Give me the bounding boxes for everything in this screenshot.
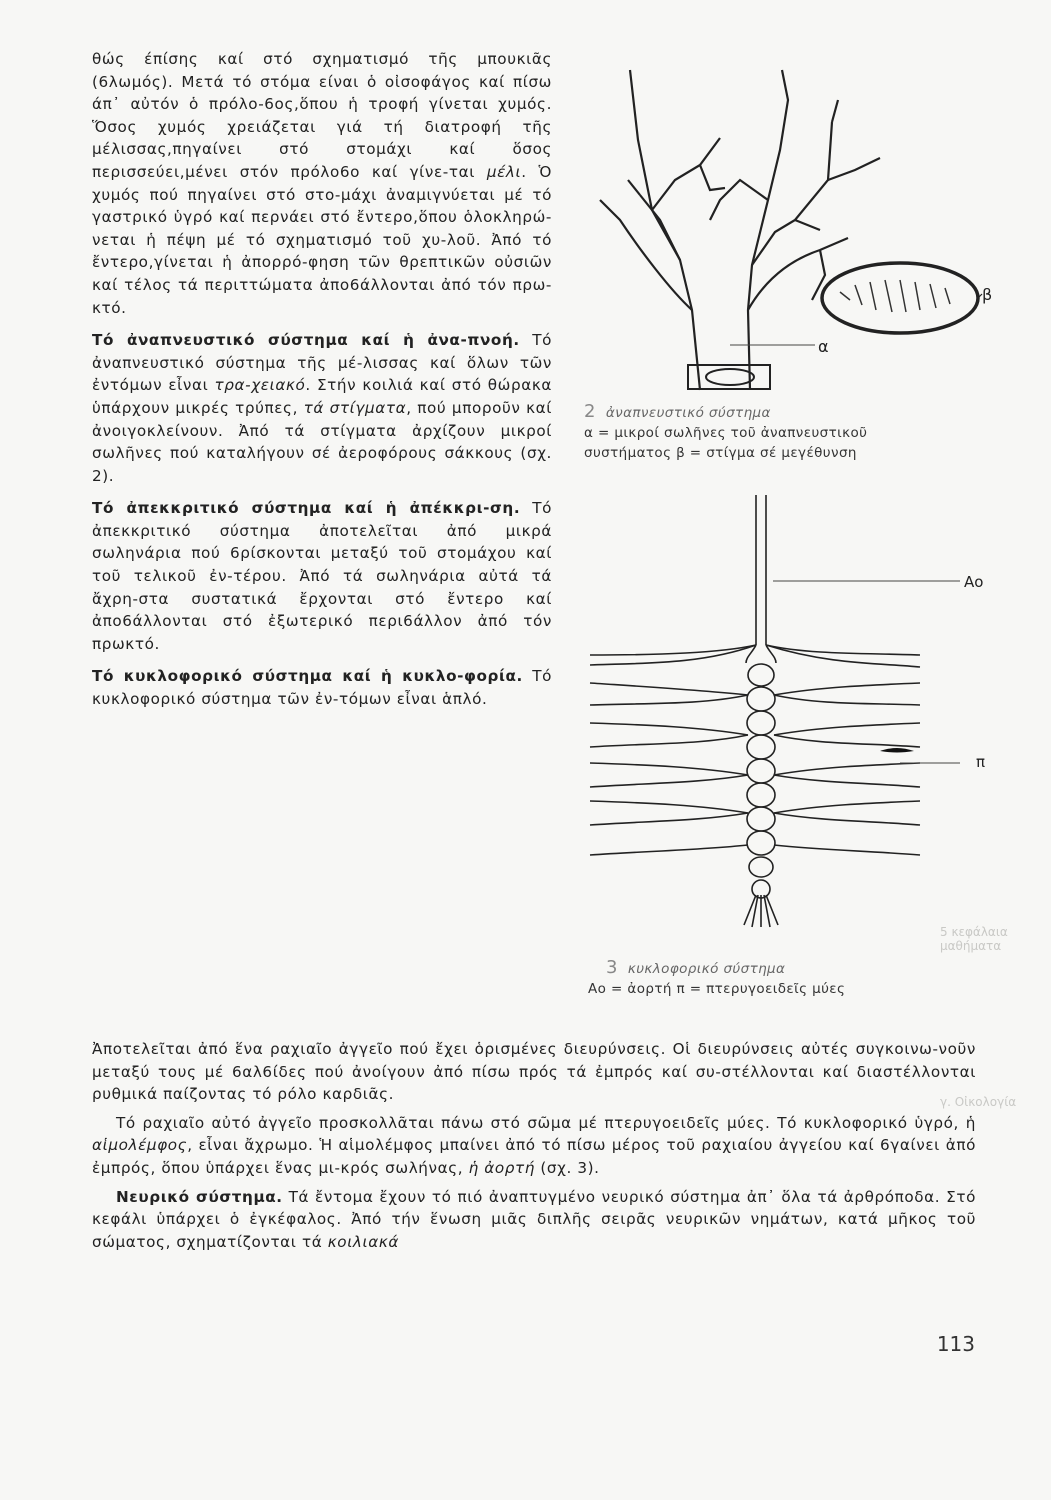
paragraph-hemolymph: Τό ραχιαῖο αὐτό ἀγγεῖο προσκολλᾶται πάνω στό σῶμα μέ πτερυγοειδεῖς μύες. Τό κυκλοφορικό ὑγρό, ἡ αἱμολέμφος, εἶναι ἄχρωμο. Ἡ αἱμολέμφος μπαίνει ἀπό τό πίσω μέρος τοῦ ραχιαίου ἀγγείου καί 6γαίνει ἀπό ἐμπρός, ὅπου ὑπάρχει ἕνας μι-κρός σωλήνας, ἡ ἀορτή (σχ. 3).: [92, 1113, 976, 1177]
page-number: 113: [936, 1332, 975, 1356]
paragraph-digestion: θώς έπίσης καί στό σχηματισμό τῆς μπουκιᾶς (6λωμός). Μετά τό στόμα είναι ὁ οἰσοφάγος καί πίσω άπ᾿ αὐτόν ὁ πρόλο-6ος,ὅπου ἡ τροφή γίνεται χυμός. Ὅσος χυμός χρειάζεται γιά τή διατροφή τῆς μέλισσας,πηγαίνει στό στομάχι καί ὅσος περισσεύει,μένει στόν πρόλο6ο καί γίνε-ται μέλι. Ὁ χυμός πού πηγαίνει στό στο-μάχι ἀναμιγνύεται μέ τό γαστρικό ὑγρό καί περνάει στό ἔντερο,ὅπου ὁλοκληρώ-νεται ἡ πέψη μέ τό σχηματισμό τοῦ χυ-λοῦ. Ἀπό τό ἔντερο,γίνεται ἡ ἀπορρό-φηση τῶν θρεπτικῶν οὐσιῶν καί τέλος τά περιττώματα ἀπο6άλλονται ἀπό τόν πρω-κτό.: [92, 50, 552, 317]
figure-3-label-aorta: Αο: [964, 573, 984, 591]
left-column: [92, 48, 552, 721]
wide-text: [92, 1038, 976, 1259]
paragraph-respiratory: Τό ἀναπνευστικό σύστημα καί ἡ ἀνα-πνοή. Τό ἀναπνευστικό σύστημα τῆς μέ-λισσας καί ὅλων τῶν ἐντόμων εἶναι τρα-χειακό. Στήν κοιλιά καί στό θώρακα ὑπάρχουν μικρές τρύπες, τά στίγματα, πού μποροῦν καί ἀνοιγοκλείνουν. Ἀπό τά στίγματα ἀρχίζουν μικροί σωλῆνες πού καταλήγουν σέ ἀεροφόρους σάκκους (σχ. 2).: [92, 331, 553, 485]
figure-2-label-beta: β: [982, 285, 993, 304]
bleed-through-text-2: γ. Οἰκολογία: [940, 1095, 1017, 1109]
paragraph-nervous: Νευρικό σύστημα. Τά ἔντομα ἔχουν τό πιό ἀναπτυγμένο νευρικό σύστημα ἀπ᾿ ὅλα τά ἀρθρόποδα. Στό κεφάλι ὑπάρχει ὁ ἐγκέφαλος. Ἀπό τήν ἕνωση μιᾶς διπλῆς σειρᾶς νευρικῶν νημάτων, κατά μῆκος τοῦ σώματος, σχηματίζονται τά κοιλιακά: [92, 1187, 976, 1251]
bleed-through-text-1: 5 κεφάλαια μαθήματα: [940, 925, 1008, 953]
section-heading-circulatory: Τό κυκλοφορικό σύστημα καί ἡ κυκλο-φορία.: [92, 667, 523, 686]
figure-3-caption: 3 κυκλοφορικό σύστημα Αο = ἀορτή π = πτερυγοειδεῖς μύες: [588, 957, 846, 997]
figure-2-label-alpha: α: [818, 337, 829, 356]
figure-2-respiratory-drawing: [580, 60, 1020, 405]
section-heading-respiratory: Τό ἀναπνευστικό σύστημα καί ἡ ἀνα-πνοή.: [92, 331, 520, 350]
paragraph-circulatory-cont: Ἀποτελεῖται ἀπό ἕνα ραχιαῖο ἀγγεῖο πού ἔχει ὁρισμένες διευρύνσεις. Οἱ διευρύνσεις αὐτές συγκοινω-νοῦν μεταξύ τους μέ 6αλ6ίδες πού ἀνοίγουν ἀπό πίσω πρός τά ἐμπρός καί συ-στέλλονται καί διαστέλλονται ρυθμικά παίζοντας τό ρόλο καρδιᾶς.: [92, 1040, 976, 1104]
paragraph-circulatory: Τό κυκλοφορικό σύστημα καί ἡ κυκλο-φορία. Τό κυκλοφορικό σύστημα τῶν ἐν-τόμων εἶναι ἁπλό.: [92, 667, 552, 709]
section-heading-excretory: Τό ἀπεκκριτικό σύστημα καί ἡ ἀπέκκρι-ση.: [92, 499, 521, 518]
figure-2-caption: 2 ἀναπνευστικό σύστημα α = μικροί σωλῆνες τοῦ ἀναπνευστικοῦ συστήματος β = στίγμα σέ μεγέθυνση: [584, 401, 868, 461]
figure-3-label-pi: π: [976, 753, 986, 771]
paragraph-excretory: Τό ἀπεκκριτικό σύστημα καί ἡ ἀπέκκρι-ση. Τό ἀπεκκριτικό σύστημα ἀποτελεῖται ἀπό μικρά σωληνάρια πού 6ρίσκονται μεταξύ τοῦ στομάχου καί τοῦ τελικοῦ ἐν-τέρου. Ἀπό τά σωληνάρια αὐτά τά ἄχρη-στα συστατικά ἔρχονται στό ἔντερο καί ἀπο6άλλονται στό ἐξωτερικό περι6άλλον ἀπό τόν πρωκτό.: [92, 499, 552, 653]
figure-3-circulatory-drawing: [580, 495, 1000, 940]
section-heading-nervous: Νευρικό σύστημα.: [116, 1187, 283, 1206]
